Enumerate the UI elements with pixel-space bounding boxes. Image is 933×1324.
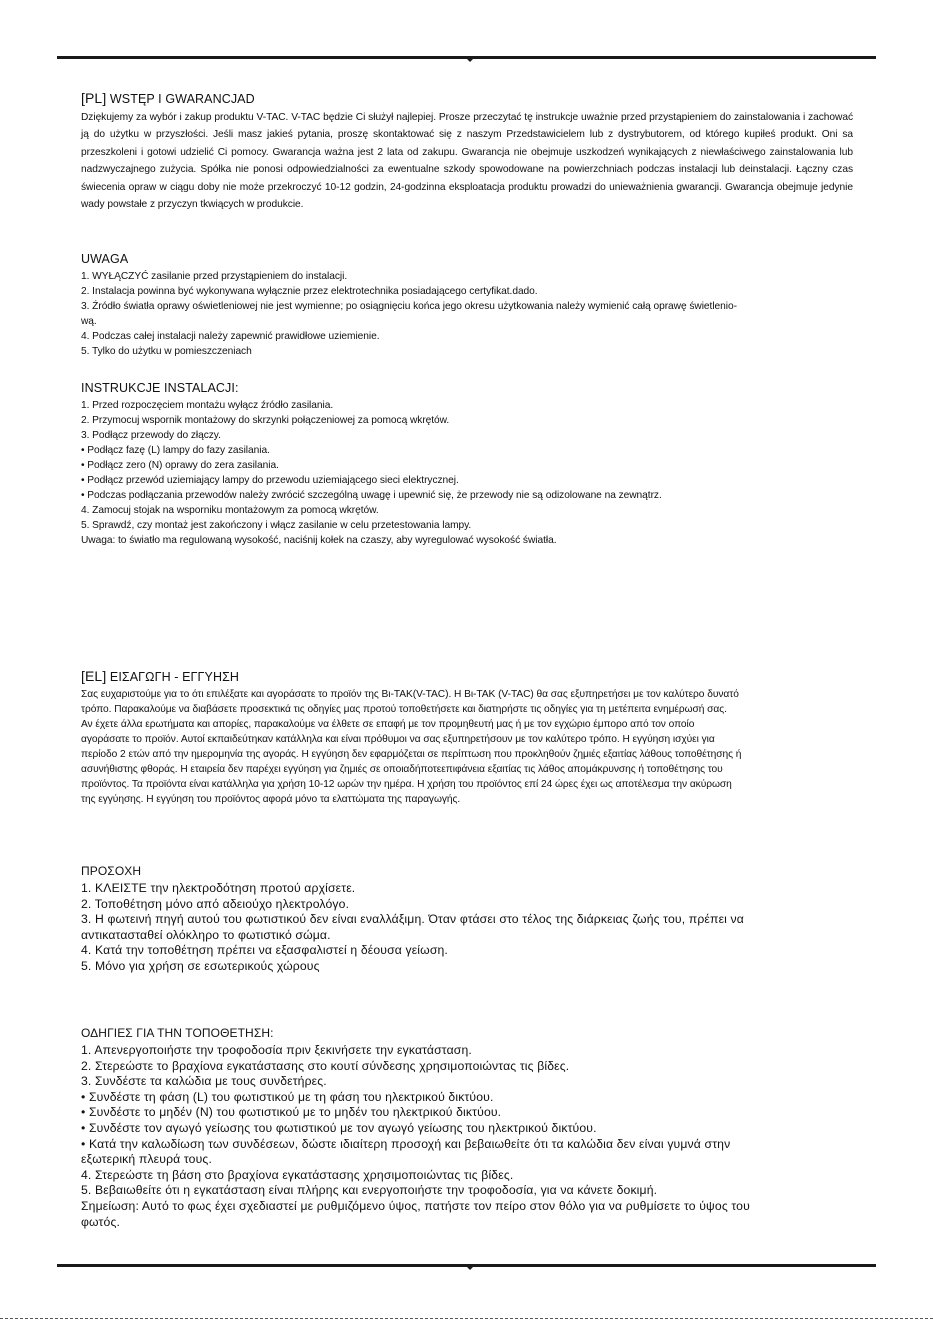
pl-warning-list bbox=[81, 269, 853, 359]
pl-install-item: 2. Przymocuj wspornik montażowy do skrzynki połączeniowej za pomocą wkrętów. bbox=[81, 415, 450, 426]
pl-install-item: Uwaga: to światło ma regulowaną wysokość, naciśnij kołek na czaszy, aby wyregulować wysokość światła. bbox=[81, 535, 557, 546]
top-rule-notch bbox=[466, 58, 474, 62]
cut-line bbox=[0, 1318, 933, 1319]
el-intro-line: περίοδο 2 ετών από την ημερομηνία της αγοράς. Η εγγύηση δεν εφαρμόζεται σε περίπτωση που προκληθούν ζημιές εξαιτίας λάθους τοποθέτησης ή bbox=[81, 749, 742, 760]
el-install-section bbox=[81, 1025, 853, 1230]
pl-warning-item: 1. WYŁĄCZYĆ zasilanie przed przystąpieniem do instalacji. bbox=[81, 271, 348, 282]
pl-warning-section bbox=[81, 251, 853, 359]
pl-install-item: • Podłącz zero (N) oprawy do zera zasilania. bbox=[81, 460, 279, 471]
pl-install-heading: INSTRUKCJE INSTALACJI: bbox=[81, 381, 239, 395]
el-intro-line: προϊόντος. Τα προϊόντα είναι κατάλληλα για χρήση 10-12 ωρών την ημέρα. Η χρήση του προϊόντος επί 24 ώρες έχει ως αποτέλεσμα την ακύρωση bbox=[81, 779, 732, 790]
el-warning-item: 1. ΚΛΕΙΣΤΕ την ηλεκτροδότηση προτού αρχίσετε. bbox=[81, 881, 356, 895]
el-intro-line: Αν έχετε άλλα ερωτήματα και απορίες, παρακαλούμε να έλθετε σε επαφή με τον προμηθευτή μας ή με τον εγχώριο έμπορο από τον οποίο bbox=[81, 719, 695, 730]
el-install-item: • Συνδέστε τον αγωγό γείωσης του φωτιστικού με τον αγωγό γείωσης του ηλεκτρικού δικτύου. bbox=[81, 1120, 597, 1135]
pl-install-item: 5. Sprawdź, czy montaż jest zakończony i włącz zasilanie w celu przetestowania lampy. bbox=[81, 520, 472, 531]
pl-install-item: 3. Podłącz przewody do złączy. bbox=[81, 430, 221, 441]
pl-language-tag: [PL] bbox=[81, 90, 107, 106]
el-install-item: εξωτερική πλευρά τους. bbox=[81, 1152, 212, 1167]
el-install-item: 1. Απενεργοποιήστε την τροφοδοσία πριν ξεκινήσετε την εγκατάσταση. bbox=[81, 1043, 472, 1057]
el-install-item: 2. Στερεώστε το βραχίονα εγκατάστασης στο κουτί σύνδεσης χρησιμοποιώντας τις βίδες. bbox=[81, 1058, 570, 1073]
el-intro-line: Σας ευχαριστούμε για το ότι επιλέξατε και αγοράσατε το προϊόν της Βι-ΤΑΚ(V-TAC). Η Βι-ΤΑΚ (V-TAC) θα σας εξυπηρετήσει με τον καλύτερο δυνατό bbox=[81, 689, 739, 700]
el-intro-title: ΕΙΣΑΓΩΓΗ - ΕΓΓΥΗΣΗ bbox=[106, 670, 240, 684]
pl-warning-item: 2. Instalacja powinna być wykonywana wyłącznie przez elektrotechnika posiadającego certyfikat.dado. bbox=[81, 286, 538, 297]
pl-warning-heading: UWAGA bbox=[81, 252, 129, 266]
el-warning-item: 5. Μόνο για χρήση σε εσωτερικούς χώρους bbox=[81, 958, 320, 973]
pl-intro-section bbox=[81, 90, 853, 213]
el-warning-heading: ΠΡΟΣΟΧΗ bbox=[81, 864, 142, 878]
el-warning-item: 4. Κατά την τοποθέτηση πρέπει να εξασφαλιστεί η δέουσα γείωση. bbox=[81, 943, 448, 958]
pl-install-item: • Podłącz przewód uziemiający lampy do przewodu uziemiającego sieci elektrycznej. bbox=[81, 475, 459, 486]
el-intro-line: της εγγύησης. Η εγγύηση του προϊόντος αφορά μόνο τα ελαττώματα της παραγωγής. bbox=[81, 794, 461, 805]
pl-warning-item: 4. Podczas całej instalacji należy zapewnić prawidłowe uziemienie. bbox=[81, 331, 380, 342]
el-intro-lines bbox=[81, 687, 853, 807]
el-install-item: Σημείωση: Αυτό το φως έχει σχεδιαστεί με ρυθμιζόμενο ύψος, πατήστε τον πείρο στον θόλο για να ρυθμίσετε το ύψος του bbox=[81, 1198, 750, 1213]
pl-install-item: 1. Przed rozpoczęciem montażu wyłącz źródło zasilania. bbox=[81, 400, 334, 411]
pl-warning-item: wą. bbox=[81, 316, 97, 327]
el-intro-section bbox=[81, 668, 853, 807]
el-intro-heading bbox=[81, 668, 853, 686]
el-install-item: 5. Βεβαιωθείτε ότι η εγκατάσταση είναι πλήρης και ενεργοποιήστε την τροφοδοσία, για να κάνετε δοκιμή. bbox=[81, 1183, 658, 1198]
pl-install-list bbox=[81, 398, 853, 548]
el-warning-item: αντικατασταθεί ολόκληρο το φωτιστικό σώμα. bbox=[81, 927, 331, 942]
bottom-rule-notch bbox=[466, 1266, 474, 1270]
el-warning-item: 2. Τοποθέτηση μόνο από αδειούχο ηλεκτρολόγο. bbox=[81, 896, 350, 911]
el-install-item: φωτός. bbox=[81, 1214, 120, 1229]
pl-intro-heading bbox=[81, 90, 853, 108]
el-intro-line: τρόπο. Παρακαλούμε να διαβάσετε προσεκτικά τις οδηγίες μας προτού τοποθετήσετε και διατηρήστε τις οδηγίες για τη μετέπειτα ενημέρωσή σας. bbox=[81, 704, 727, 715]
pl-install-item: • Podłącz fazę (L) lampy do fazy zasilania. bbox=[81, 445, 270, 456]
el-warning-item: 3. Η φωτεινή πηγή αυτού του φωτιστικού δεν είναι εναλλάξιμη. Όταν φτάσει στο τέλος της διάρκειας ζωής του, πρέπει να bbox=[81, 912, 744, 927]
el-install-item: • Κατά την καλωδίωση των συνδέσεων, δώστε ιδιαίτερη προσοχή και βεβαιωθείτε ότι τα καλώδια δεν είναι γυμνά στην bbox=[81, 1136, 731, 1151]
pl-warning-item: 5. Tylko do użytku w pomieszczeniach bbox=[81, 346, 252, 357]
pl-install-item: • Podczas podłączania przewodów należy zwrócić szczególną uwagę i upewnić się, że przewody nie są odizolowane na zewnątrz. bbox=[81, 490, 662, 501]
el-warning-list bbox=[81, 881, 853, 975]
el-install-item: 3. Συνδέστε τα καλώδια με τους συνδετήρες. bbox=[81, 1074, 327, 1089]
el-install-item: • Συνδέστε τη φάση (L) του φωτιστικού με τη φάση του ηλεκτρικού δικτύου. bbox=[81, 1089, 494, 1104]
el-install-item: 4. Στερεώστε τη βάση στο βραχίονα εγκατάστασης χρησιμοποιώντας τις βίδες. bbox=[81, 1167, 514, 1182]
el-install-heading: ΟΔΗΓΙΕΣ ΓΙΑ ΤΗΝ ΤΟΠΟΘΕΤΗΣΗ: bbox=[81, 1026, 274, 1040]
pl-warning-item: 3. Źródło światła oprawy oświetleniowej nie jest wymienne; po osiągnięciu końca jego okresu użytkowania należy wymienić całą oprawę świetlenio- bbox=[81, 301, 737, 312]
el-language-tag: [EL] bbox=[81, 668, 107, 684]
el-install-list bbox=[81, 1043, 853, 1230]
pl-install-item: 4. Zamocuj stojak na wsporniku montażowym za pomocą wkrętów. bbox=[81, 505, 379, 516]
el-warning-section bbox=[81, 863, 853, 975]
pl-intro-text: Dziękujemy za wybór i zakup produktu V-TAC. V-TAC będzie Ci służył najlepiej. Prosze przeczytać tę instrukcje uważnie przed przystąpieniem do zainstalowania i zachować ją do użytku w przyszłości. Jeśli masz jakieś pytania, proszę skontaktować się z naszym Przedstawicielem lub z dystrybutorem, od którego kupiłeś produkt. Oni sa przeszkoleni i gotowi udzielić Ci pomocy. Gwarancja ważna jest 2 lata od zakupu. Gwarancja nie obejmuje uszkodzeń wynikających z niewłaściwego zainstalowania lub nadzwyczajnego zużycia. Spółka nie ponosi odpowiedzialności za ewentualne szkody spowodowane na powierzchniach podczas instalacji lub deinstalacji. Łączny czas świecenia opraw w ciągu doby nie może przekroczyć 10-12 godzin, 24-godzinna eksploatacja produktu prowadzi do unieważnienia gwarancji. Gwarancja obejmuje jedynie wady powstałe z przyczyn tkwiących w produkcie. bbox=[81, 112, 853, 211]
pl-install-section bbox=[81, 380, 853, 548]
el-intro-line: ασυνήθιστης φθοράς. Η εταιρεία δεν παρέχει εγγύηση για ζημιές σε οποιαδήποτεεπιφάνεια εξαιτίας τις λάθος απομάκρυνσης ή τοποθέτησης του bbox=[81, 764, 723, 775]
pl-intro-title: WSTĘP I GWARANCJAD bbox=[106, 92, 255, 106]
el-install-item: • Συνδέστε το μηδέν (N) του φωτιστικού με το μηδέν του ηλεκτρικού δικτύου. bbox=[81, 1105, 502, 1120]
el-intro-line: αγοράσατε το προϊόν. Αυτοί εκπαιδεύτηκαν κατάλληλα και είναι πρόθυμοι να σας εξυπηρετήσουν με τον καλύτερο τρόπο. Η εγγύηση ισχύει για bbox=[81, 734, 715, 745]
